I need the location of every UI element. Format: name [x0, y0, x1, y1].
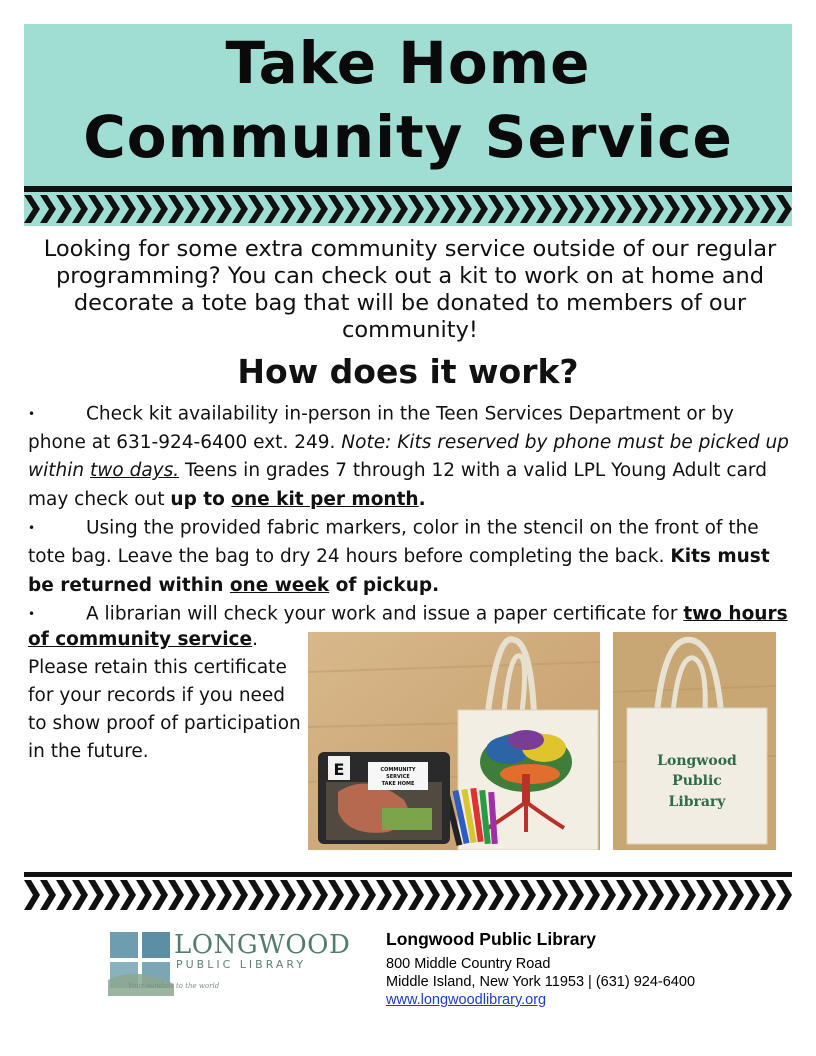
- chevron-mark: [728, 880, 744, 910]
- library-name: Longwood Public Library: [386, 929, 596, 949]
- step-1-limit-prefix: up to: [170, 488, 232, 510]
- chevron-mark: [24, 880, 40, 910]
- intro-paragraph: Looking for some extra community service outside of our regular programming? You can check out a kit to work on at home and decorate a tote bag that will be donated to members of our community!: [43, 236, 777, 343]
- chevron-mark: [632, 880, 648, 910]
- chevron-mark: [440, 880, 456, 910]
- chevron-mark: [488, 880, 504, 910]
- step-3-hours: two hours: [683, 603, 788, 625]
- step-1: [28, 400, 790, 514]
- title-line-1: Take Home: [225, 29, 591, 97]
- step-2-return-prefix: Kits must be returned within: [28, 546, 770, 596]
- chevron-mark: [152, 880, 168, 910]
- bullet: •: [28, 607, 36, 621]
- logo-subtitle: PUBLIC LIBRARY: [176, 958, 307, 971]
- step-3-text: A librarian will check your work and issue a paper certificate for: [86, 603, 684, 625]
- chevron-mark: [664, 880, 680, 910]
- bag-print-line-2: Public: [672, 773, 722, 789]
- chevron-mark: [536, 880, 552, 910]
- chevron-mark: [680, 880, 696, 910]
- steps-list: [28, 400, 790, 629]
- step-1-limit-end: .: [418, 488, 426, 510]
- tote-bag-photo: [613, 632, 776, 850]
- chevron-mark: [72, 880, 88, 910]
- chevron-mark: [200, 880, 216, 910]
- tote-bag-image: [613, 632, 776, 850]
- step-2: [28, 514, 790, 600]
- chevron-mark: [552, 880, 568, 910]
- chevron-divider-top: [24, 186, 792, 226]
- chevron-mark: [408, 880, 424, 910]
- chevron-mark: [312, 880, 328, 910]
- chevron-mark: [424, 880, 440, 910]
- step-1-limit: one kit per month: [231, 488, 419, 510]
- chevron-mark: [136, 880, 152, 910]
- title-line-2: Community Service: [83, 103, 733, 171]
- step-1-note-deadline: two days.: [90, 460, 180, 482]
- kit-photo-image: [308, 632, 600, 850]
- chevron-mark: [216, 880, 232, 910]
- chevron-mark: [344, 880, 360, 910]
- chevron-mark: [392, 880, 408, 910]
- chevron-mark: [184, 880, 200, 910]
- page-title: [24, 26, 792, 174]
- kit-label-line-1: COMMUNITY: [380, 767, 416, 773]
- chevron-mark: [600, 880, 616, 910]
- logo-wordmark: LONGWOOD: [174, 930, 351, 960]
- chevron-mark: [104, 880, 120, 910]
- chevron-mark: [360, 880, 376, 910]
- kit-label-line-3: TAKE HOME: [381, 781, 415, 787]
- library-logo: [108, 928, 351, 1000]
- chevron-mark: [40, 880, 56, 910]
- library-website-link[interactable]: www.longwoodlibrary.org: [386, 992, 547, 1008]
- chevron-mark: [168, 880, 184, 910]
- chevron-mark: [120, 880, 136, 910]
- step-3-service: of community service: [28, 629, 253, 650]
- chevron-mark: [232, 880, 248, 910]
- bullet: •: [28, 407, 36, 421]
- kit-tag-letter: E: [333, 760, 345, 779]
- step-3-period: .: [252, 629, 258, 650]
- chevron-mark: [456, 880, 472, 910]
- address-street: 800 Middle Country Road: [386, 956, 551, 972]
- chevron-mark: [520, 880, 536, 910]
- chevron-mark: [296, 880, 312, 910]
- kit-photo: [308, 632, 600, 850]
- kit-label-line-2: SERVICE: [386, 774, 410, 780]
- logo-tagline: Your window to the world: [128, 982, 220, 990]
- step-3-continued: [28, 626, 303, 766]
- step-2-text: Using the provided fabric markers, color in the stencil on the front of the tote bag. Leave the bag to dry 24 hours before completing the back.: [28, 517, 759, 567]
- chevron-mark: [616, 880, 632, 910]
- chevron-mark: [568, 880, 584, 910]
- chevron-mark: [648, 880, 664, 910]
- chevron-mark: [280, 880, 296, 910]
- chevron-mark: [744, 880, 760, 910]
- bullet: •: [28, 521, 36, 536]
- chevron-mark: [776, 880, 792, 910]
- step-1-note: Note: Kits reserved by phone must be picked up within: [28, 431, 789, 482]
- step-3: [28, 600, 790, 629]
- bag-print-line-3: Library: [668, 794, 726, 810]
- chevron-mark: [696, 880, 712, 910]
- step-3-retain-note: Please retain this certificate for your records if you need to show proof of participation in the future.: [28, 657, 301, 762]
- bag-print-line-1: Longwood: [657, 753, 737, 769]
- step-1-text: Check kit availability in-person in the Teen Services Department or by phone at 631-924-6400 ext. 249.: [28, 403, 734, 453]
- chevron-mark: [56, 880, 72, 910]
- chevron-mark: [760, 880, 776, 910]
- chevron-mark: [472, 880, 488, 910]
- chevron-mark: [328, 880, 344, 910]
- how-it-works-heading: How does it work?: [237, 352, 579, 391]
- library-contact: [386, 928, 766, 1009]
- chevron-mark: [584, 880, 600, 910]
- chevron-mark: [504, 880, 520, 910]
- chevron-mark: [264, 880, 280, 910]
- chevron-mark: [376, 880, 392, 910]
- step-2-return-suffix: of pickup.: [329, 574, 440, 596]
- chevron-mark: [248, 880, 264, 910]
- chevron-mark: [712, 880, 728, 910]
- step-1-eligibility: Teens in grades 7 through 12 with a valid LPL Young Adult card may check out: [28, 460, 767, 510]
- chevron-mark: [88, 880, 104, 910]
- step-2-return-deadline: one week: [229, 574, 330, 596]
- address-city-phone: Middle Island, New York 11953 | (631) 924-6400: [386, 974, 696, 990]
- chevron-divider-bottom: [24, 872, 792, 912]
